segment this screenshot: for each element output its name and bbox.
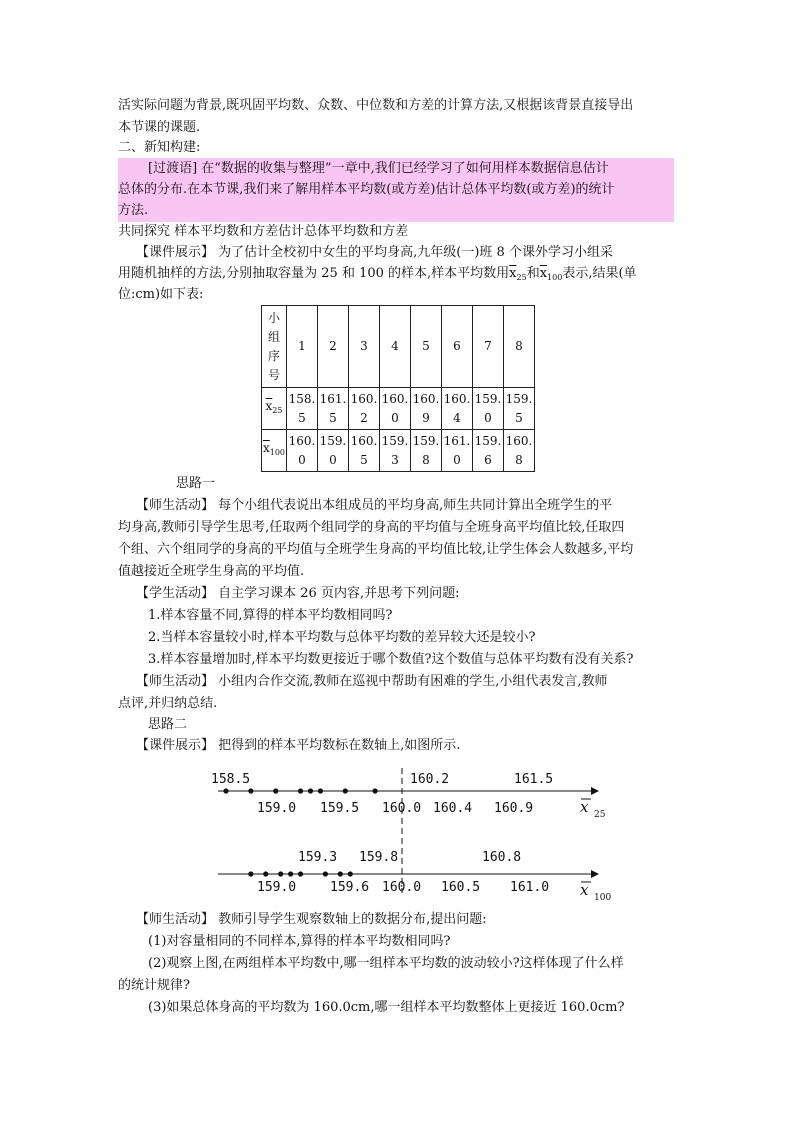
number-line-point	[263, 871, 268, 876]
label-161-0: 161.0	[510, 880, 550, 895]
label-160-2: 160.2	[410, 772, 450, 787]
value-top: 158.	[288, 391, 316, 406]
axis-100-subscript: 100	[594, 893, 612, 903]
question-2: 2.当样本容量较小时,样本平均数与总体平均数的差异较大还是较小?	[148, 630, 536, 645]
number-line-point	[308, 788, 313, 793]
header-char: 组	[267, 329, 280, 344]
question-1: 1.样本容量不同,算得的样本平均数相同吗?	[148, 608, 393, 623]
value-bottom: 3	[391, 452, 399, 467]
mean-subscript-25: 25	[516, 273, 527, 282]
courseware-2-line: 【课件展示】 把得到的样本平均数标在数轴上,如图所示.	[136, 738, 461, 753]
value-bottom: 5	[360, 452, 368, 467]
number-line-point	[273, 788, 278, 793]
row-symbol-25: $\overline{x}$	[265, 399, 273, 413]
value-top: 159.	[505, 391, 533, 406]
teacher-activity-1-line-3: 个组、六个组同学的身高的平均值与全班学生身高的平均值比较,让学生体会人数越多,平均	[118, 542, 634, 557]
label-159-0-b: 159.0	[257, 880, 297, 895]
question-p2a: (2)观察上图,在两组样本平均数中,哪一组样本平均数的波动较小?这样体现了什么样	[148, 956, 624, 971]
label-160-4: 160.4	[433, 801, 473, 816]
value-bottom: 0	[298, 452, 306, 467]
number-line-point	[278, 871, 283, 876]
label-160-0: 160.0	[382, 801, 422, 816]
number-line-point	[223, 788, 228, 793]
question-p2b: 的统计规律?	[118, 978, 190, 993]
row-subscript-100: 100	[269, 448, 286, 457]
and-text: 和	[526, 266, 540, 281]
number-line-point	[323, 871, 328, 876]
number-line-point	[338, 871, 343, 876]
courseware-line-2-text: 用随机抽样的方法,分别抽取容量为 25 和 100 的样本,样本平均数用	[118, 266, 510, 281]
group-cell: 4	[380, 306, 411, 388]
label-159-5: 159.5	[320, 801, 360, 816]
idea-2-label: 思路二	[148, 717, 188, 732]
label-161-5: 161.5	[514, 772, 554, 787]
value-bottom: 0	[453, 452, 461, 467]
axis-25-subscript: 25	[594, 810, 606, 820]
group-cell: 2	[318, 306, 349, 388]
value-top: 160.	[350, 433, 378, 448]
label-158-5: 158.5	[211, 772, 251, 787]
inquiry-heading: 共同探究 样本平均数和方差估计总体平均数和方差	[118, 224, 409, 239]
value-top: 159.	[474, 391, 502, 406]
teacher-activity-2-line-2: 点评,并归纳总结.	[118, 696, 218, 711]
value-top: 159.	[474, 433, 502, 448]
row-symbol-100: $\overline{x}$	[262, 441, 270, 455]
label-159-6: 159.6	[330, 880, 370, 895]
courseware-line-2-tail: 表示,结果(单	[562, 266, 637, 281]
label-159-8: 159.8	[359, 850, 399, 865]
value-top: 161.	[319, 391, 347, 406]
value-bottom: 2	[360, 410, 368, 425]
value-bottom: 8	[515, 452, 523, 467]
number-line-point	[348, 871, 353, 876]
value-top: 160.	[443, 391, 471, 406]
value-top: 160.	[412, 391, 440, 406]
intro-line-2: 本节课的课题.	[118, 120, 201, 135]
header-char: 小	[267, 310, 280, 325]
header-char: 号	[267, 367, 280, 382]
question-p1: (1)对容量相同的不同样本,算得的样本平均数相同吗?	[148, 934, 451, 949]
number-line-point	[318, 788, 323, 793]
teacher-activity-1-line-4: 值越接近全班学生身高的平均值.	[118, 564, 305, 579]
label-160-8: 160.8	[482, 850, 522, 865]
value-top: 159.	[412, 433, 440, 448]
teacher-activity-2-line-1: 【师生活动】 小组内合作交流,教师在巡视中帮助有困难的学生,小组代表发言,教师	[136, 674, 608, 689]
axis-100-symbol: x	[580, 881, 589, 899]
teacher-activity-3-line: 【师生活动】 教师引导学生观察数轴上的数据分布,提出问题:	[136, 912, 487, 927]
teacher-activity-1-line-1: 【师生活动】 每个小组代表说出本组成员的平均身高,师生共同计算出全班学生的平	[136, 498, 613, 513]
courseware-line-1: 【课件展示】 为了估计全校初中女生的平均身高,九年级(一)班 8 个课外学习小组采	[136, 245, 613, 260]
value-top: 159.	[319, 433, 347, 448]
value-top: 161.	[443, 433, 471, 448]
value-bottom: 9	[422, 410, 430, 425]
value-top: 160.	[288, 433, 316, 448]
label-159-0: 159.0	[257, 801, 297, 816]
student-activity-line: 【学生活动】 自主学习课本 26 页内容,并思考下列问题:	[136, 586, 460, 601]
row-subscript-25: 25	[272, 406, 283, 415]
number-line-point	[298, 788, 303, 793]
value-top: 160.	[381, 391, 409, 406]
question-p3: (3)如果总体身高的平均数为 160.0cm,哪一组样本平均数整体上更接近 160.0cm?	[148, 1000, 625, 1015]
number-line-point	[248, 788, 253, 793]
value-bottom: 0	[484, 410, 492, 425]
question-3: 3.样本容量增加时,样本平均数更接近于哪个数值?这个数值与总体平均数有没有关系?	[148, 652, 634, 667]
value-top: 160.	[350, 391, 378, 406]
mean-symbol-25: $\overline{x}$	[509, 266, 517, 281]
group-cell: 8	[504, 306, 535, 388]
label-160-9: 160.9	[494, 801, 534, 816]
value-top: 159.	[381, 433, 409, 448]
value-bottom: 5	[298, 410, 306, 425]
value-top: 160.	[505, 433, 533, 448]
courseware-line-3: 位:cm)如下表:	[118, 287, 204, 302]
group-cell: 6	[442, 306, 473, 388]
number-line-point	[343, 788, 348, 793]
value-bottom: 8	[422, 452, 430, 467]
value-bottom: 6	[484, 452, 492, 467]
number-line-point	[248, 871, 253, 876]
teacher-activity-1-line-2: 均身高,教师引导学生思考,任取两个组同学的身高的平均值与全班身高平均值比较,任取四	[118, 520, 625, 535]
mean-symbol-100: $\overline{x}$	[539, 266, 548, 281]
number-line-point	[373, 788, 378, 793]
value-bottom: 0	[329, 452, 337, 467]
value-bottom: 4	[453, 410, 461, 425]
number-line-point	[288, 871, 293, 876]
mean-subscript-100: 100	[547, 273, 563, 282]
value-bottom: 5	[329, 410, 337, 425]
section-heading: 二、新知构建:	[118, 140, 201, 155]
intro-line-1: 活实际问题为背景,既巩固平均数、众数、中位数和方差的计算方法,又根据该背景直接导出	[118, 98, 634, 113]
value-bottom: 0	[391, 410, 399, 425]
label-159-3: 159.3	[298, 850, 338, 865]
label-160-5: 160.5	[441, 880, 481, 895]
transition-line-3: 方法.	[118, 203, 149, 218]
transition-line-1: [过渡语] 在“数据的收集与整理”一章中,我们已经学习了如何用样本数据信息估计	[148, 161, 609, 176]
number-line-point	[298, 871, 303, 876]
axis-25-symbol: x	[580, 798, 589, 816]
group-cell: 3	[349, 306, 380, 388]
group-cell: 1	[287, 306, 318, 388]
group-cell: 7	[473, 306, 504, 388]
idea-1-label: 思路一	[176, 476, 216, 491]
header-char: 序	[267, 348, 280, 363]
transition-line-2: 总体的分布.在本节课,我们来了解用样本平均数(或方差)估计总体平均数(或方差)的统计	[118, 182, 615, 197]
value-bottom: 5	[515, 410, 523, 425]
label-160-0-b: 160.0	[382, 880, 422, 895]
group-cell: 5	[411, 306, 442, 388]
